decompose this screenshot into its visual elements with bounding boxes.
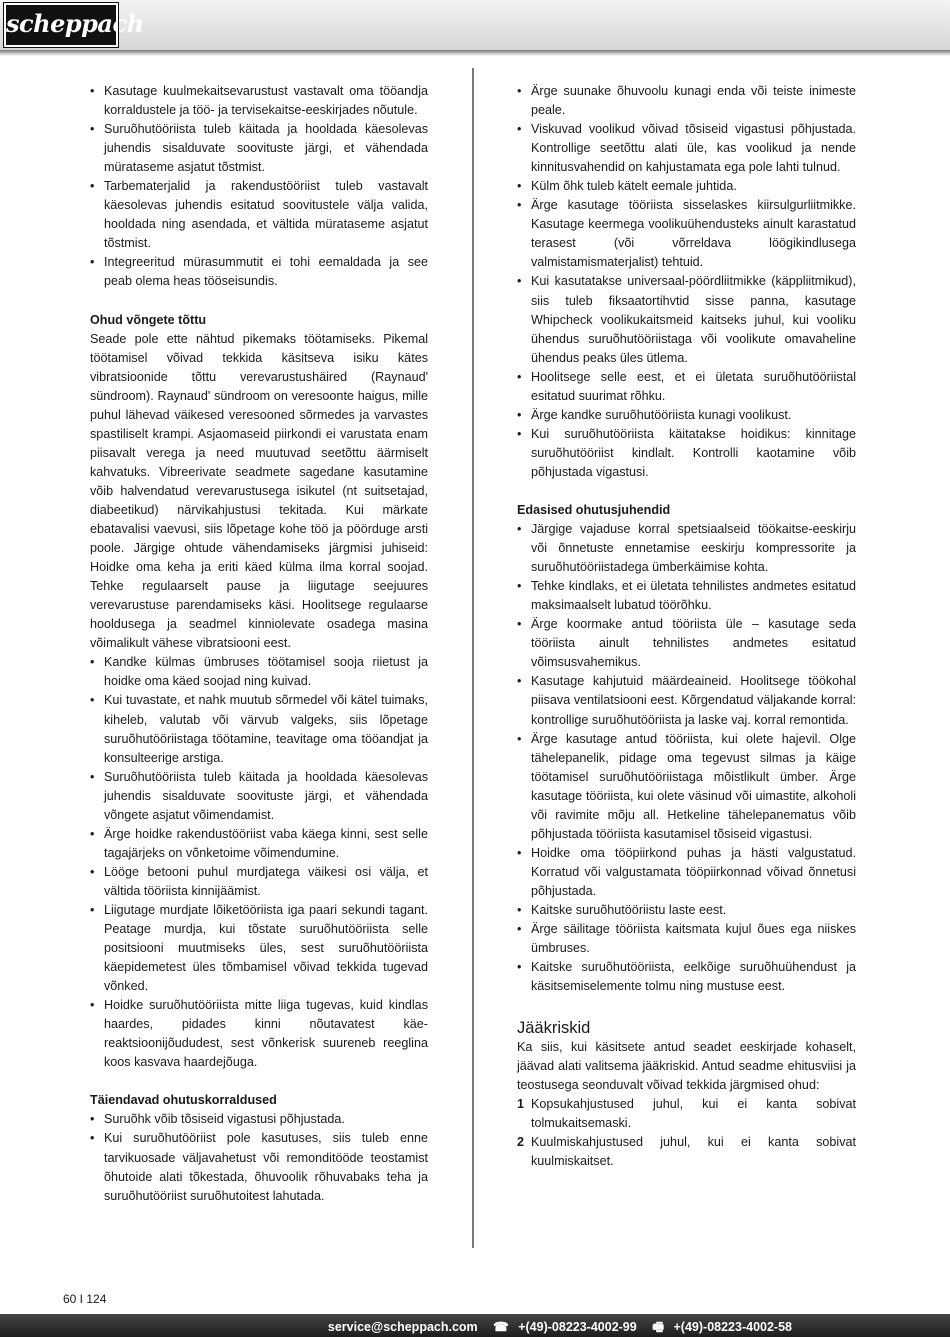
list-item: • Kasutage kuulmekaitsevarustust vastavalt oma tööandja korraldustele ja töö- ja tervisekaitse-eeskirjades nõutule.: [90, 82, 428, 120]
column-divider: [472, 68, 474, 1248]
list-item: • Suruõhutööriista tuleb käitada ja hooldada käesolevas juhendis sisalduvate soovituste järgi, et vähendada mürataseme asjatut tõstmist.: [90, 120, 428, 177]
list-item: • Suruõhutööriista tuleb käitada ja hooldada käesolevas juhendis sisalduvate soovituste järgi, et vähendada võngete asjatut võimendamist.: [90, 768, 428, 825]
list-item: • Kaitske suruõhutööriistu laste eest.: [517, 901, 856, 920]
phone-icon: ☎: [493, 1320, 509, 1334]
list-item: • Kandke külmas ümbruses töötamisel sooja riietust ja hoidke oma käed soojad ning kuivad.: [90, 653, 428, 691]
list-item: • Tehke kindlaks, et ei ületata tehnilistes andmetes esitatud maksimaalselt lubatud töörõhku.: [517, 577, 856, 615]
contact-info: [322, 1318, 792, 1337]
further-safety-heading: Edasised ohutusjuhendid: [517, 502, 671, 517]
service-email[interactable]: service@scheppach.com: [327, 1320, 478, 1334]
vibration-paragraph: Seade pole ette nähtud pikemaks töötamiseks. Pikemal töötamisel võivad tekkida käsitseva isiku kätes vibratsioonide tõttu verevarustushäired (Raynaud' sündroom). Raynaud' sündroom on veresoonte haigus, mille puhul lähevad väikesed veresooned sõrmedes ja varvastes spastiliselt krampi. Asjaomaseid piirkondi ei varustata enam piisavalt verega ja need muutuvad seetõttu äärmiselt kahvatuks. Vibreerivate seadmete sagedane kasutamine võib halvendatud verevarustusega isikutel (nt suitsetajad, diabeetikud) närvikahjustusi tekitada. Kui märkate ebatavalisi vaevusi, siis lõpetage kohe töö ja pöörduge arsti poole. Järgige ohtude vähendamiseks järgmisi juhiseid: Hoidke oma keha ja eriti käed külma ilma korral soojad. Tehke regulaarselt pause ja liigutage seejuures verevarustuse parendamiseks käsi. Hoolitsege regulaarse hooldusega ja seadmel kinniolevate osadega masina võimalikult vähese vibratsiooni eest.: [90, 331, 428, 651]
list-item: • Ärge kasutage tööriista sisselaskes kiirsulgurliitmikke. Kasutage keermega voolikuühendusteks ainult karastatud terasest (või võrreldava löögikindlusega valmistamismaterjalist) tehtuid.: [517, 196, 856, 272]
right-column: [517, 82, 856, 1172]
vibration-bullets: [90, 653, 428, 1072]
further-safety-bullets: [517, 520, 856, 996]
brand-logo: scheppach: [4, 3, 118, 47]
residual-risks-heading: Jääkriskid: [517, 1019, 591, 1038]
list-item: [517, 1133, 856, 1171]
list-item: • Tarbematerjalid ja rakendustööriist tuleb vastavalt käesolevas juhendis esitatud soovitustele välja valida, hooldada ning asendada, et vältida mürataseme asjatut tõstmist.: [90, 177, 428, 253]
page-footer: [0, 1314, 950, 1337]
list-item: • Hoidke oma tööpiirkond puhas ja hästi valgustatud. Korratud või valgustamata tööpiirkonnad võivad õnnetusi põhjustada.: [517, 844, 856, 901]
header-shadow: [0, 50, 950, 56]
list-item: • Kasutage kahjutuid määrdeaineid. Hoolitsege töökohal piisava ventilatsiooni eest. Kõrgendatud väljakande korral: kontrollige suruõhutööriista ja laske vaj. korral remontida.: [517, 672, 856, 729]
list-item: • Integreeritud mürasummutit ei tohi eemaldada ja see peab olema heas tööseisundis.: [90, 253, 428, 291]
list-item: • Viskuvad voolikud võivad tõsiseid vigastusi põhjustada. Kontrollige seetõttu alati üle, kas voolikud ja nende kinnitusvahendid on kahjustamata ega pole lahti tulnud.: [517, 120, 856, 177]
list-item: • Järgige vajaduse korral spetsiaalseid töökaitse-eeskirju või õnnetuste ennetamise eeskirju kompressorite ja suruõhutööriistadega ümberkäimise kohta.: [517, 520, 856, 577]
list-item: • Kui kasutatakse universaal-pöördliitmikke (käppliitmikud), siis tuleb fiksaatortihvtid sisse panna, kasutage Whipcheck voolikukaitsmeid kaitseks juhul, kui vooliku ühendus suruõhutööriistaga või voolikute omavaheline ühendus peaks üles ütlema.: [517, 272, 856, 367]
noise-bullets: [90, 82, 428, 292]
list-item: • Kui tuvastate, et nahk muutub sõrmedel või kätel tuimaks, kiheleb, valutab või värvub valgeks, siis lõpetage suruõhutööriistaga töötamine, teavitage oma tööandjat ja konsulteerige arstiga.: [90, 691, 428, 767]
residual-risks-paragraph: Ka siis, kui käsitsete antud seadet eeskirjade kohaselt, jäävad alati valitsema jääkriskid. Antud seadme ehitusviisi ja teostusega seonduvalt võivad tekkida järgmised ohud:: [517, 1040, 856, 1093]
list-item: • Ärge hoidke rakendustööriist vaba käega kinni, sest selle tagajärjeks on võnketoime võimendumine.: [90, 825, 428, 863]
list-item: [517, 1095, 856, 1133]
list-item: • Kui suruõhutööriist pole kasutuses, siis tuleb enne tarvikuosade väljavahetust või remonditööde teostamist õhutoide alati tõkestada, õhuvoolik rõhuvabaks teha ja suruõhutööriist suruõhutoitest lahutada.: [90, 1129, 428, 1205]
list-item: • Liigutage murdjate lõiketööriista iga paari sekundi tagant. Peatage murdja, kui tõstate suruõhutööriista selle positsiooni muutmiseks üles, sest suruõhutööriista käepidemetest üles tõmbamisel võivad tekkida tugevad võnked.: [90, 901, 428, 996]
list-item: • Lööge betooni puhul murdjatega väikesi osi välja, et vältida tööriista kinnijäämist.: [90, 863, 428, 901]
list-item: • Ärge suunake õhuvoolu kunagi enda või teiste inimeste peale.: [517, 82, 856, 120]
list-item: • Ärge kandke suruõhutööriista kunagi voolikust.: [517, 406, 856, 425]
list-item: • Külm õhk tuleb kätelt eemale juhtida.: [517, 177, 856, 196]
list-item: • Hoolitsege selle eest, et ei ületata suruõhutööriistal esitatud suurimat rõhku.: [517, 368, 856, 406]
item-text: Kopsukahjustused juhul, kui ei kanta sobivat tolmukaitsemaski.: [531, 1097, 856, 1131]
list-item: • Ärge koormake antud tööriista üle – kasutage seda tööriista ainult tehnilistes andmetes esitatud võimsusvahemikus.: [517, 615, 856, 672]
residual-risks-list: [517, 1095, 856, 1171]
list-item: • Suruõhk võib tõsiseid vigastusi põhjustada.: [90, 1110, 428, 1129]
phone-number: +(49)-08223-4002-99: [518, 1320, 637, 1334]
page-number: 60 I 124: [63, 1292, 107, 1306]
list-item: • Ärge säilitage tööriista kaitsmata kujul õues ega niiskes ümbruses.: [517, 920, 856, 958]
fax-number: +(49)-08223-4002-58: [673, 1320, 792, 1334]
air-hose-bullets: [517, 82, 856, 482]
list-item: • Kui suruõhutööriista käitatakse hoidikus: kinnitage suruõhutööriist kindlalt. Kontrolli kaotamine võib põhjustada vigastusi.: [517, 425, 856, 482]
left-column: [90, 82, 428, 1206]
additional-safety-bullets: [90, 1110, 428, 1205]
vibration-heading: Ohud võngete tõttu: [90, 312, 207, 327]
item-number: 1: [517, 1097, 525, 1112]
list-item: • Ärge kasutage antud tööriista, kui olete hajevil. Olge tähelepanelik, pidage oma tegevust silmas ja käige töötamisel suruõhutööriistaga mõistlikult ümber. Ärge kasutage tööriista, kui olete väsinud või uimastite, alkoholi või ravimite mõju all. Hetkeline tähelepanematus võib põhjustada tööriista kasutamisel tõsiseid vigastusi.: [517, 730, 856, 844]
fax-icon: 🖷: [652, 1320, 665, 1334]
list-item: • Kaitske suruõhutööriista, eelkõige suruõhuühendust ja käsitsemiselemente tolmu ning mustuse eest.: [517, 958, 856, 996]
item-number: 2: [517, 1135, 525, 1150]
item-text: Kuulmiskahjustused juhul, kui ei kanta sobivat kuulmiskaitset.: [531, 1135, 856, 1169]
list-item: • Hoidke suruõhutööriista mitte liiga tugevas, kuid kindlas haardes, pidades kinni nõutavatest käe-reaktsioonijõududest, sest võnkerisk suureneb reeglina koos kasvava haardejõuga.: [90, 996, 428, 1072]
additional-safety-heading: Täiendavad ohutuskorraldused: [90, 1093, 277, 1108]
